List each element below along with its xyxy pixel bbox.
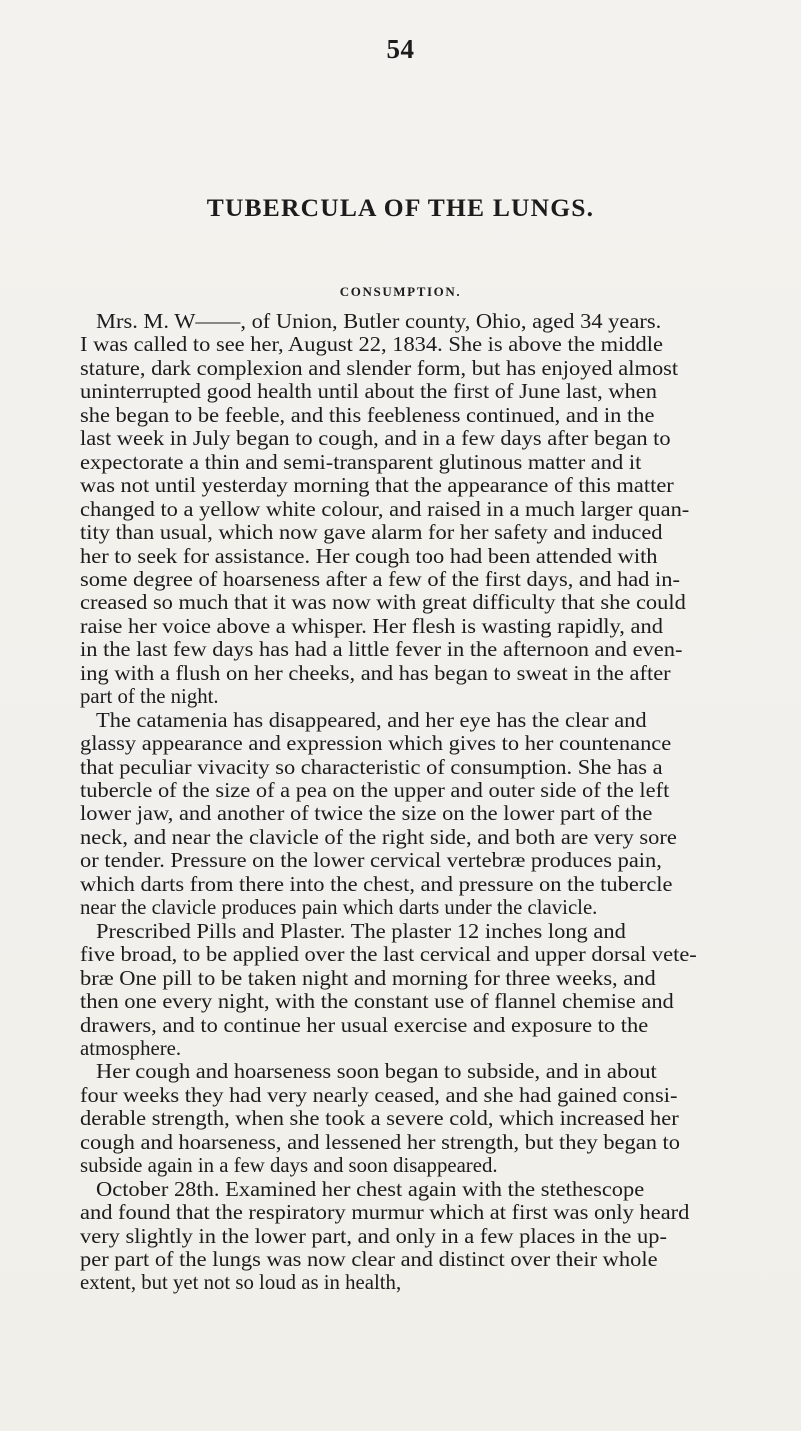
text-line: that peculiar vivacity so characteristic of consumption. She has a	[80, 755, 663, 779]
text-line: creased so much that it was now with great difficulty that she could	[80, 591, 686, 615]
text-line: stature, dark complexion and slender form, but has enjoyed almost	[80, 356, 679, 380]
text-line: part of the night.	[80, 685, 219, 709]
text-line: then one every night, with the constant use of flannel chemise and	[80, 990, 674, 1014]
text-line: October 28th. Examined her chest again with the stethescope	[96, 1177, 645, 1201]
text-line: her to seek for assistance. Her cough too had been attended with	[80, 544, 658, 568]
text-line: very slightly in the lower part, and only in a few places in the up-	[80, 1224, 667, 1248]
text-line: Her cough and hoarseness soon began to subside, and in about	[96, 1060, 657, 1084]
text-line: near the clavicle produces pain which darts under the clavicle.	[80, 896, 598, 920]
text-line: per part of the lungs was now clear and distinct over their whole	[80, 1248, 658, 1271]
chapter-subtitle: CONSUMPTION.	[339, 284, 462, 299]
text-line: changed to a yellow white colour, and raised in a much larger quan-	[80, 497, 690, 521]
text-line: was not until yesterday morning that the appearance of this matter	[80, 474, 674, 498]
page-number: 54	[386, 34, 415, 64]
text-line: subside again in a few days and soon disappeared.	[80, 1154, 498, 1178]
text-line: drawers, and to continue her usual exercise and exposure to the	[80, 1013, 649, 1037]
text-line: glassy appearance and expression which gives to her countenance	[80, 732, 672, 756]
text-line: tity than usual, which now gave alarm for her safety and induced	[80, 521, 663, 545]
text-line: tubercle of the size of a pea on the upper and outer side of the left	[80, 779, 670, 802]
text-line: Prescribed Pills and Plaster. The plaster 12 inches long and	[96, 919, 626, 943]
text-line: extent, but yet not so loud as in health,	[80, 1271, 402, 1295]
text-line: Mrs. M. W——, of Union, Butler county, Ohio, aged 34 years.	[96, 310, 662, 333]
text-line: lower jaw, and another of twice the size on the lower part of the	[80, 802, 653, 826]
text-line: five broad, to be applied over the last cervical and upper dorsal vete-	[80, 943, 697, 967]
chapter-title: TUBERCULA OF THE LUNGS.	[206, 193, 595, 222]
text-line: uninterrupted good health until about the first of June last, when	[80, 380, 658, 404]
text-line: I was called to see her, August 22, 1834. She is above the middle	[80, 333, 663, 357]
text-line: four weeks they had very nearly ceased, and she had gained consi-	[80, 1083, 678, 1107]
text-line: derable strength, when she took a severe cold, which increased her	[80, 1107, 679, 1131]
text-line: last week in July began to cough, and in a few days after began to	[80, 427, 671, 451]
text-line: neck, and near the clavicle of the right side, and both are very sore	[80, 825, 677, 849]
text-line: she began to be feeble, and this feebleness continued, and in the	[80, 403, 655, 427]
text-line: bræ One pill to be taken night and morning for three weeks, and	[80, 966, 656, 990]
text-line: which darts from there into the chest, and pressure on the tubercle	[80, 872, 673, 896]
text-line: or tender. Pressure on the lower cervical vertebræ produces pain,	[80, 849, 662, 873]
text-line: cough and hoarseness, and lessened her strength, but they began to	[80, 1130, 681, 1154]
text-line: ing with a flush on her cheeks, and has began to sweat in the after	[80, 661, 671, 685]
text-line: expectorate a thin and semi-transparent glutinous matter and it	[80, 450, 642, 474]
text-line: The catamenia has disappeared, and her eye has the clear and	[96, 708, 647, 732]
text-line: raise her voice above a whisper. Her flesh is wasting rapidly, and	[80, 614, 663, 638]
text-line: in the last few days has had a little fever in the afternoon and even-	[80, 638, 683, 662]
text-line: some degree of hoarseness after a few of the first days, and had in-	[80, 567, 680, 591]
text-line: atmosphere.	[80, 1036, 182, 1060]
text-line: and found that the respiratory murmur which at first was only heard	[80, 1201, 690, 1225]
